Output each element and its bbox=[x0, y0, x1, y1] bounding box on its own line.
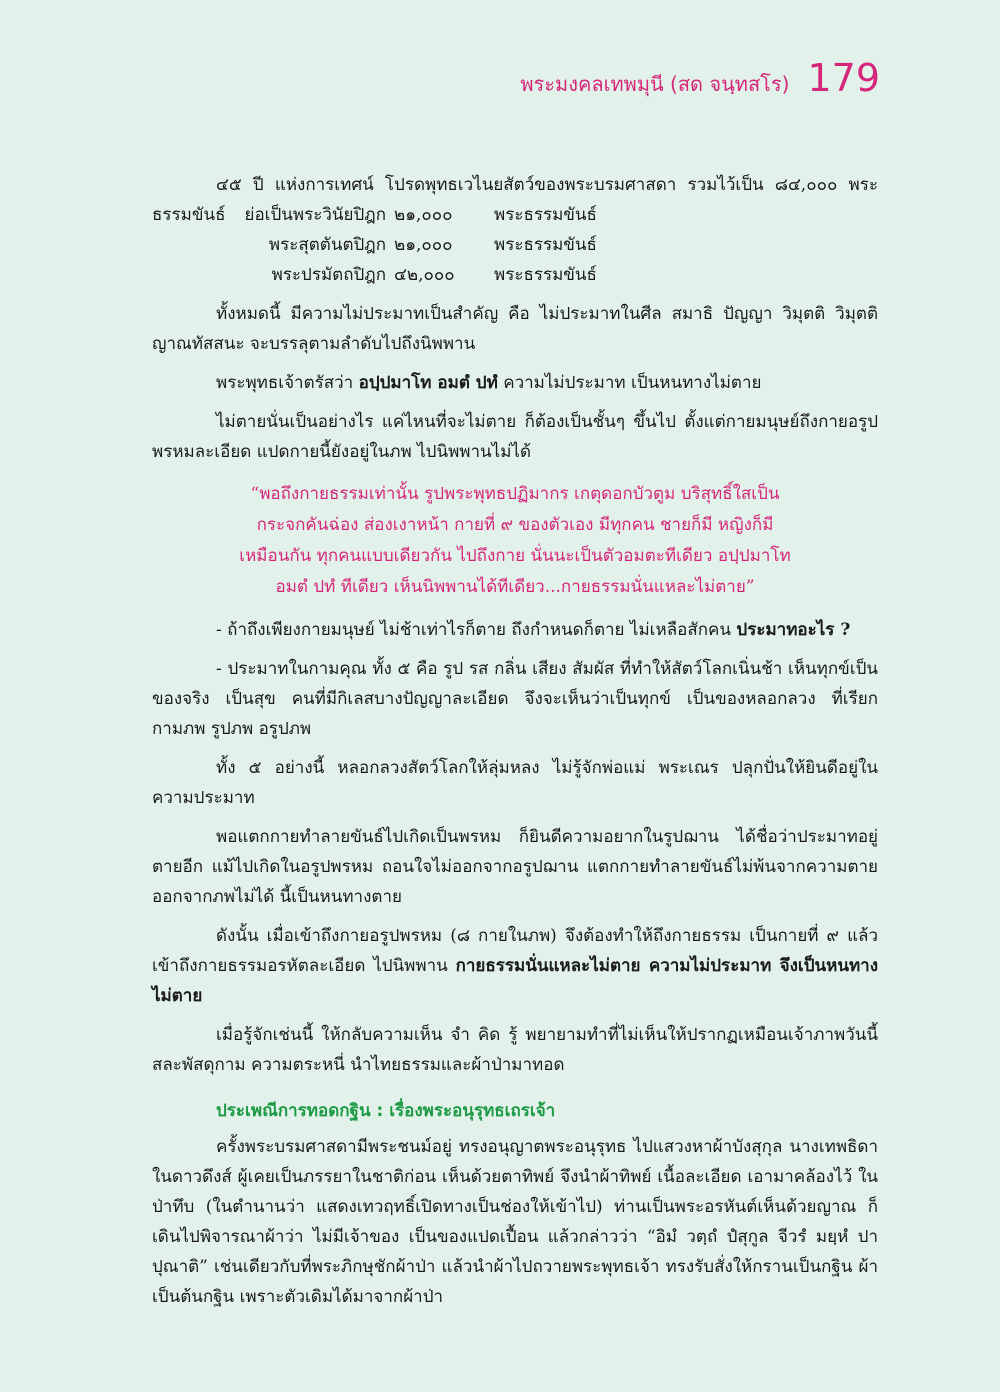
pitaka-1-unit: พระธรรมขันธ์ bbox=[494, 205, 597, 225]
paragraph-1: ๔๕ ปี แห่งการเทศน์ โปรดพุทธเวไนยสัตว์ของพระบรมศาสดา รวมไว้เป็น ๘๔,๐๐๐ พระธรรมขันธ์ bbox=[152, 175, 878, 225]
body-text bbox=[152, 170, 878, 1321]
pitaka-1-count: ๒๑,๐๐๐ bbox=[394, 205, 453, 225]
section-heading: ประเพณีการทอดกฐิน : เรื่องพระอนุรุทธเถรเจ้า bbox=[216, 1101, 556, 1121]
paragraph-7: ทั้ง ๕ อย่างนี้ หลอกลวงสัตว์โลกให้ลุ่มหลง ไม่รู้จักพ่อแม่ พระเณร ปลุกปั่นให้ยินดีอยู่ใน ความประมาท bbox=[152, 758, 878, 808]
pali-phrase: อปฺปมาโท อมตํ ปทํ bbox=[358, 373, 498, 393]
page-number: 179 bbox=[807, 56, 880, 100]
paragraph-9 bbox=[152, 921, 878, 1011]
paragraph-11: ครั้งพระบรมศาสดามีพระชนม์อยู่ ทรงอนุญาตพระอนุรุทธ ไปแสวงหาผ้าบังสุกุล นางเทพธิดา ในดาวดึงส์ ผู้เคยเป็นภรรยาในชาติก่อน เห็นด้วยตาทิพย์ จึงนำผ้าทิพย์ เนื้อละเอียด เอามาคล้องไว้ ในป่าทึบ (ในตำนานว่า แสดงเทวฤทธิ์เปิดทางเป็นช่องให้เข้าไป) ท่านเป็นพระอรหันต์เห็นด้วยญาณ ก็เดินไปพิจารณาผ้าว่า ไม่มีเจ้าของ เป็นของแปดเปื้อน แล้วกล่าวว่า “อิมํ วตฺถํ ปํสุกูล จีวรํ มยฺหํ ปาปุณาติ” เช่นเดียวกับที่พระภิกษุชักผ้าป่า แล้วนำผ้าไปถวายพระพุทธเจ้า ทรงรับสั่งให้กรานเป็นกฐิน ผ้าเป็นต้นกฐิน เพราะตัวเดิมได้มาจากผ้าป่า bbox=[152, 1137, 878, 1307]
paragraph-3 bbox=[152, 368, 878, 398]
quote-line-3: เหมือนกัน ทุกคนแบบเดียวกัน ไปถึงกาย นั่นนะเป็นตัวอมตะทีเดียว อปฺปมาโท bbox=[239, 546, 791, 566]
paragraph-5-text: - ถ้าถึงเพียงกายมนุษย์ ไม่ช้าเท่าไรก็ตาย ถึงกำหนดก็ตาย ไม่เหลือสักคน bbox=[216, 620, 737, 640]
pitaka-2-count: ๒๑,๐๐๐ bbox=[394, 235, 453, 255]
pitaka-3-unit: พระธรรมขันธ์ bbox=[494, 265, 597, 285]
pitaka-row-1 bbox=[152, 200, 878, 230]
quote-line-4: อมตํ ปทํ ทีเดียว เห็นนิพพานได้ทีเดียว...กายธรรมนั่นแหละไม่ตาย” bbox=[275, 577, 755, 597]
paragraph-8: พอแตกกายทำลายขันธ์ไปเกิดเป็นพรหม ก็ยินดีความอยากในรูปฌาน ได้ชื่อว่าประมาทอยู่ ตายอีก แม้ไปเกิดในอรูปพรหม ถอนใจไม่ออกจากอรูปฌาน แตกกายทำลายขันธ์ไม่พ้นจากความตาย ออกจากภพไม่ได้ นี้เป็นหนทางตาย bbox=[152, 827, 878, 907]
paragraph-3-text-after: ความไม่ประมาท เป็นหนทางไม่ตาย bbox=[497, 373, 762, 393]
question-bold: ประมาทอะไร ? bbox=[736, 620, 851, 640]
pink-quote bbox=[152, 479, 878, 603]
pitaka-3-name: พระปรมัตถปิฎก bbox=[271, 265, 386, 285]
paragraph-9-bold: กายธรรมนั่นแหละไม่ตาย ความไม่ประมาท จึงเป็นหนทางไม่ตาย bbox=[152, 956, 878, 1006]
paragraph-4: ไม่ตายนั่นเป็นอย่างไร แค่ไหนที่จะไม่ตาย ก็ต้องเป็นชั้นๆ ขึ้นไป ตั้งแต่กายมนุษย์ถึงกายอรูปพรหมละเอียด แปดกายนี้ยังอยู่ในภพ ไปนิพพานไม่ได้ bbox=[152, 412, 878, 462]
pitaka-row-1-name bbox=[152, 200, 394, 230]
paragraph-5 bbox=[152, 615, 878, 645]
paragraph-2: ทั้งหมดนี้ มีความไม่ประมาทเป็นสำคัญ คือ ไม่ประมาทในศีล สมาธิ ปัญญา วิมุตติ วิมุตติญาณทัสสนะ จะบรรลุตามลำดับไปถึงนิพพาน bbox=[152, 304, 878, 354]
pitaka-1-name: พระวินัยปิฎก bbox=[292, 205, 386, 225]
quote-line-1: “พอถึงกายธรรมเท่านั้น รูปพระพุทธปฏิมากร เกตุดอกบัวตูม บริสุทธิ์ใสเป็น bbox=[250, 484, 780, 504]
paragraph-6: - ประมาทในกามคุณ ทั้ง ๕ คือ รูป รส กลิ่น เสียง สัมผัส ที่ทำให้สัตว์โลกเนิ่นช้า เห็นทุกข์เป็นของจริง เป็นสุข คนที่มีกิเลสบางปัญญาละเอียด จึงจะเห็นว่าเป็นทุกข์ เป็นของหลอกลวง ที่เรียก กามภพ รูปภพ อรูปภพ bbox=[152, 659, 878, 739]
quote-line-2: กระจกคันฉ่อง ส่องเงาหน้า กายที่ ๙ ของตัวเอง มีทุกคน ชายก็มี หญิงก็มี bbox=[256, 515, 774, 535]
pitaka-2-unit: พระธรรมขันธ์ bbox=[494, 235, 597, 255]
pitaka-row-2 bbox=[152, 230, 878, 260]
running-head: พระมงคลเทพมุนี (สด จนฺทสโร) bbox=[520, 72, 790, 96]
pitaka-3-count: ๔๒,๐๐๐ bbox=[394, 265, 455, 285]
pitaka-row-3 bbox=[152, 260, 878, 290]
paragraph-9-text: ดังนั้น เมื่อเข้าถึงกายอรูปพรหม (๘ กายในภพ) จึงต้องทำให้ถึงกายธรรม เป็นกายที่ ๙ แล้ว เข้าถึงกายธรรมอรหัตละเอียด ไปนิพพาน bbox=[152, 926, 878, 976]
pitaka-2-name: พระสุตตันตปิฎก bbox=[268, 235, 386, 255]
paragraph-3-text: พระพุทธเจ้าตรัสว่า bbox=[216, 373, 359, 393]
pitaka-intro: ย่อเป็น bbox=[244, 205, 293, 225]
page-header bbox=[520, 56, 880, 100]
paragraph-10: เมื่อรู้จักเช่นนี้ ให้กลับความเห็น จำ คิด รู้ พยายามทำที่ไม่เห็นให้ปรากฏเหมือนเจ้าภาพวันนี้ สละพัสดุกาม ความตระหนี่ นำไทยธรรมและผ้าป่ามาทอด bbox=[152, 1025, 878, 1075]
